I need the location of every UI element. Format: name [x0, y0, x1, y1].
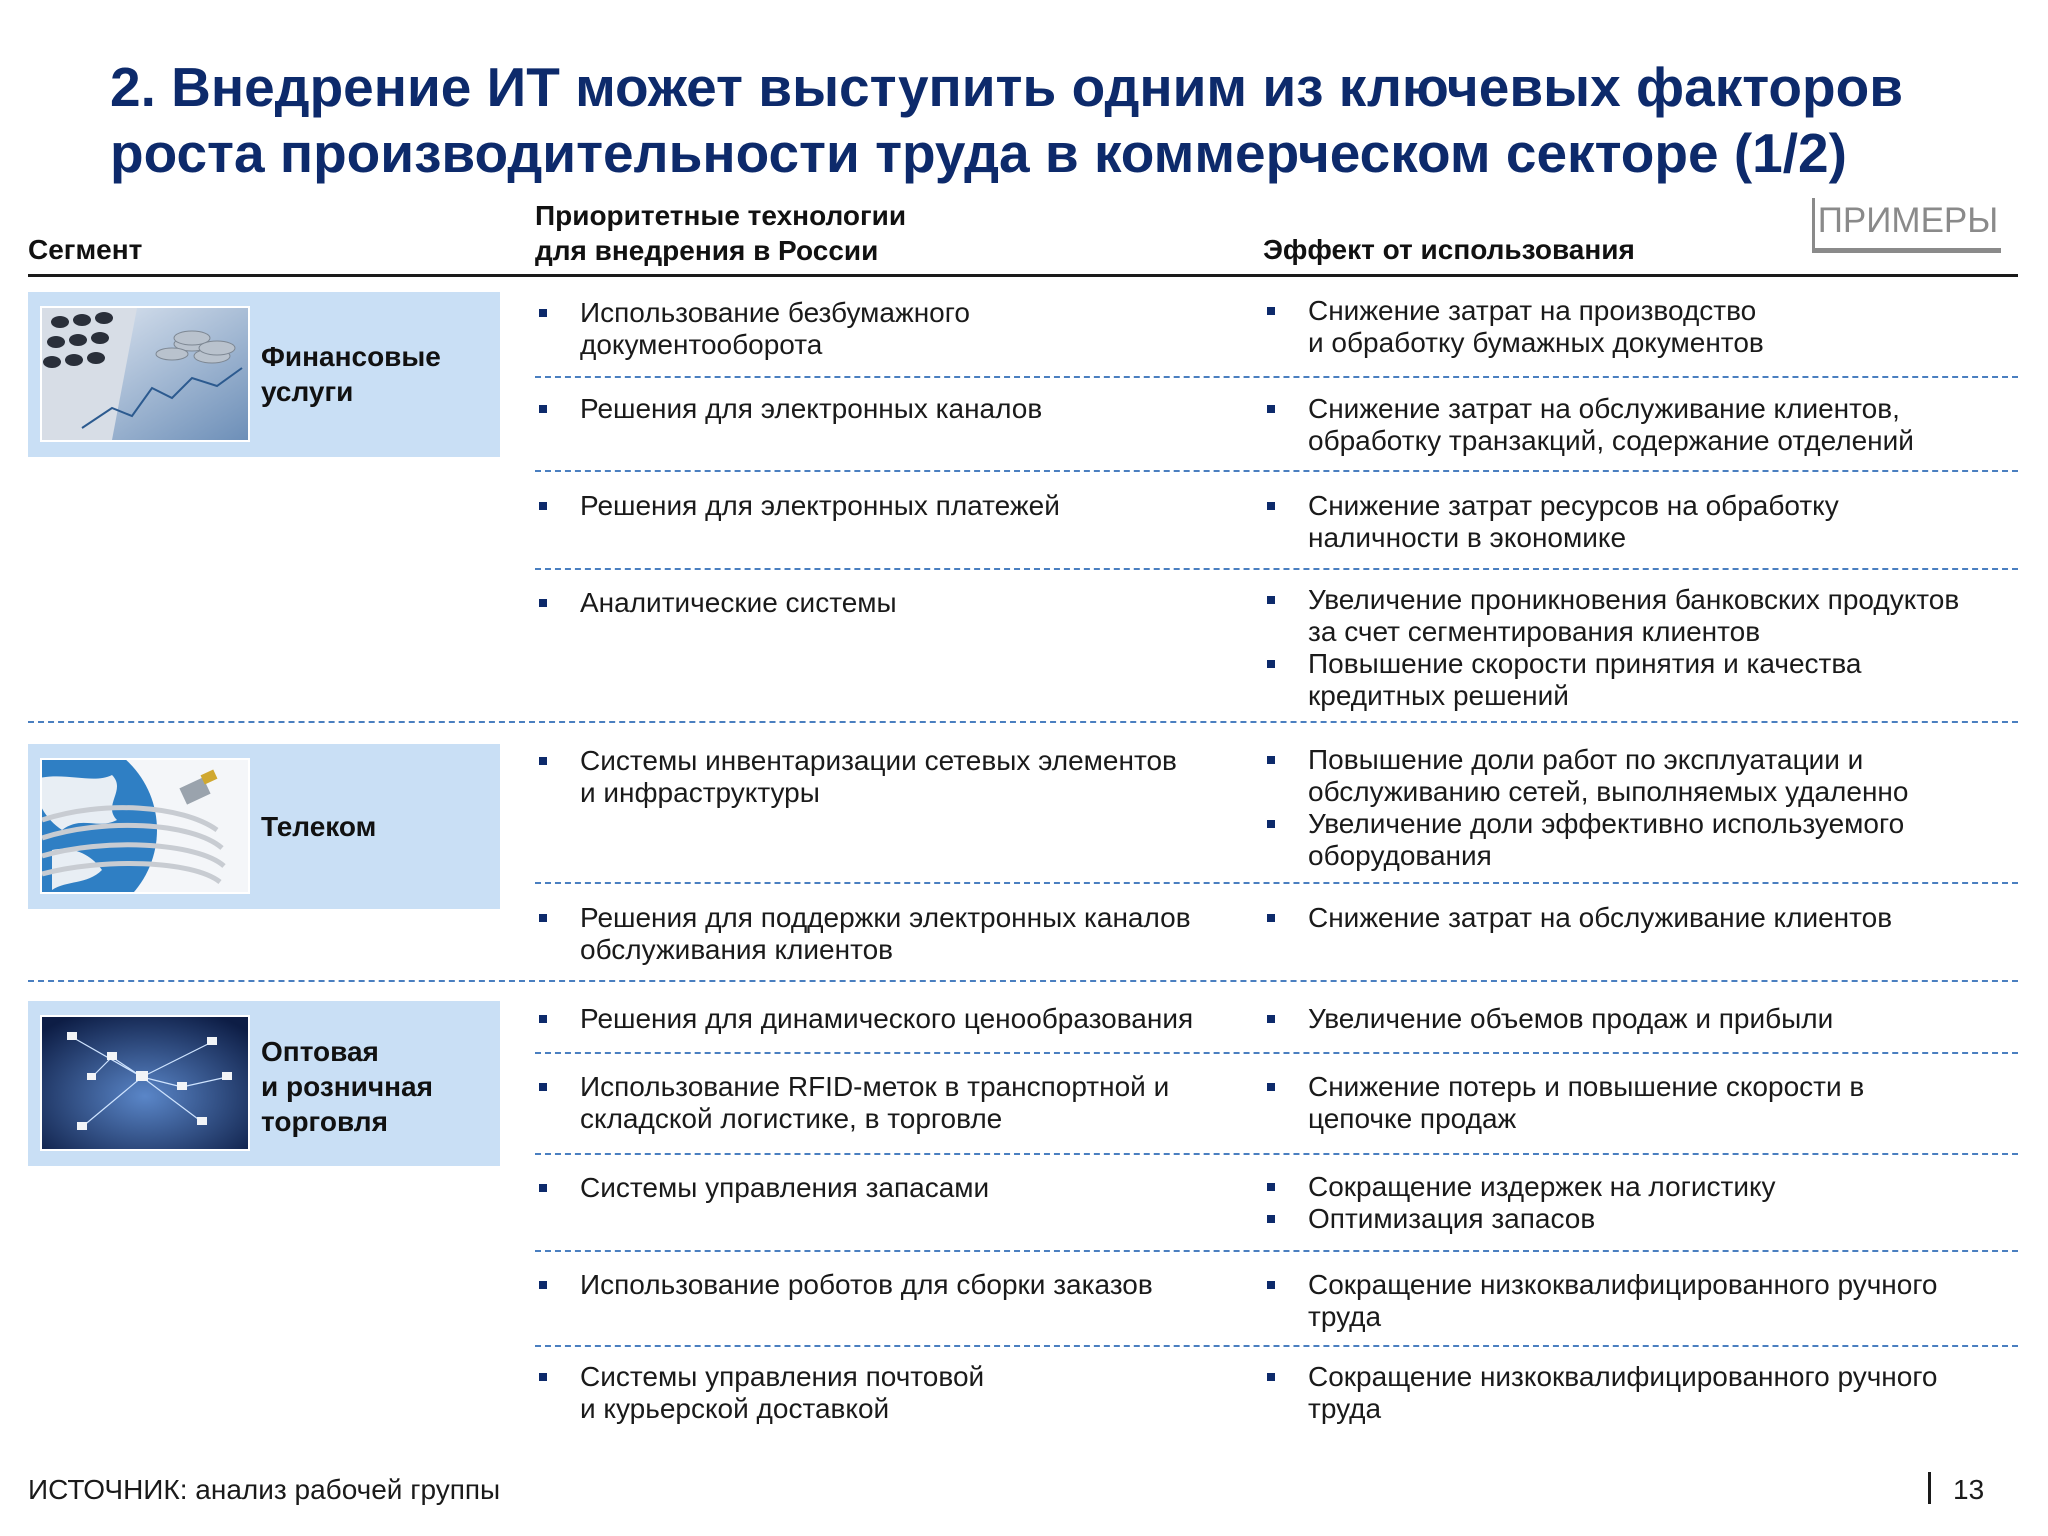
segment-label-line: Оптовая	[261, 1036, 379, 1067]
segment-telecom	[28, 744, 500, 909]
finance-image	[40, 306, 250, 442]
row-divider	[535, 568, 2018, 570]
segment-trade	[28, 1001, 500, 1166]
list-item	[1263, 1361, 2023, 1425]
source-note: ИСТОЧНИК: анализ рабочей группы	[28, 1474, 501, 1505]
row-divider	[535, 1250, 2018, 1252]
text-line: за счет сегментирования клиентов	[1308, 616, 1761, 647]
text-line: Решения для электронных платежей	[580, 490, 1060, 521]
row-divider	[535, 376, 2018, 378]
column-header-effect: Эффект от использования	[1263, 234, 1635, 265]
title-line-1: 2. Внедрение ИТ может выступить одним из ключевых факторов	[110, 56, 1904, 118]
segment-label-trade	[261, 1034, 433, 1139]
column-header-technologies-line-2: для внедрения в России	[535, 235, 879, 266]
globe-cable-illustration	[42, 760, 248, 892]
list-item	[535, 490, 1235, 522]
text-line: Использование безбумажного	[580, 297, 970, 328]
text-line: Оптимизация запасов	[1308, 1203, 1596, 1234]
list-item	[535, 393, 1235, 425]
effect-cell	[1263, 490, 2023, 554]
text-line: складской логистике, в торговле	[580, 1103, 1003, 1134]
network-globe-illustration	[42, 1017, 248, 1149]
tech-cell	[535, 745, 1235, 809]
list-item	[535, 745, 1235, 809]
text-line: обслуживания клиентов	[580, 934, 894, 965]
list-item	[1263, 1171, 2023, 1203]
text-line: и обработку бумажных документов	[1308, 327, 1764, 358]
text-line: Решения для электронных каналов	[580, 393, 1043, 424]
list-item	[1263, 584, 2023, 648]
list-item	[535, 1269, 1235, 1301]
column-header-technologies	[535, 198, 906, 268]
tech-cell	[535, 587, 1235, 619]
text-line: труда	[1308, 1393, 1382, 1424]
list-item	[1263, 490, 2023, 554]
text-line: Решения для динамического ценообразования	[580, 1003, 1194, 1034]
effect-cell	[1263, 295, 2023, 359]
list-item	[535, 297, 1235, 361]
list-item	[1263, 808, 2023, 872]
page-number-divider	[1928, 1472, 1931, 1504]
row-divider	[535, 1153, 2018, 1155]
page-number: 13	[1953, 1474, 1985, 1505]
list-item	[535, 902, 1235, 966]
effect-cell	[1263, 744, 2023, 872]
text-line: обработку транзакций, содержание отделений	[1308, 425, 1914, 456]
effect-cell	[1263, 584, 2023, 712]
text-line: Снижение потерь и повышение скорости в	[1308, 1071, 1865, 1102]
text-line: Увеличение проникновения банковских продуктов	[1308, 584, 1960, 615]
tech-cell	[535, 393, 1235, 425]
text-line: Повышение доли работ по эксплуатации и	[1308, 744, 1864, 775]
text-line: Сокращение низкоквалифицированного ручного	[1308, 1269, 1938, 1300]
tech-cell	[535, 297, 1235, 361]
trade-image	[40, 1015, 250, 1151]
text-line: Сокращение низкоквалифицированного ручного	[1308, 1361, 1938, 1392]
list-item	[1263, 1071, 2023, 1135]
segment-label-line: и розничная	[261, 1071, 433, 1102]
text-line: Увеличение доли эффективно используемого	[1308, 808, 1905, 839]
tech-cell	[535, 1172, 1235, 1204]
effect-cell	[1263, 1361, 2023, 1425]
text-line: цепочке продаж	[1308, 1103, 1517, 1134]
text-line: кредитных решений	[1308, 680, 1569, 711]
header-divider	[28, 274, 2018, 277]
segment-finance	[28, 292, 500, 457]
list-item	[1263, 1203, 2023, 1235]
segment-divider	[28, 721, 2018, 723]
telecom-image	[40, 758, 250, 894]
effect-cell	[1263, 1269, 2023, 1333]
list-item	[1263, 648, 2023, 712]
list-item	[535, 587, 1235, 619]
text-line: Использование роботов для сборки заказов	[580, 1269, 1153, 1300]
list-item	[535, 1361, 1235, 1425]
text-line: Аналитические системы	[580, 587, 897, 618]
text-line: Системы инвентаризации сетевых элементов	[580, 745, 1177, 776]
tech-cell	[535, 1269, 1235, 1301]
row-divider	[535, 470, 2018, 472]
tech-cell	[535, 902, 1235, 966]
list-item	[535, 1003, 1235, 1035]
list-item	[1263, 393, 2023, 457]
text-line: Использование RFID-меток в транспортной и	[580, 1071, 1170, 1102]
list-item	[535, 1172, 1235, 1204]
effect-cell	[1263, 1003, 2023, 1035]
text-line: обслуживанию сетей, выполняемых удаленно	[1308, 776, 1909, 807]
segment-label-line: торговля	[261, 1106, 388, 1137]
text-line: Решения для поддержки электронных каналов	[580, 902, 1191, 933]
text-line: Снижение затрат на обслуживание клиентов,	[1308, 393, 1900, 424]
row-divider	[535, 1345, 2018, 1347]
row-divider	[535, 882, 2018, 884]
text-line: Увеличение объемов продаж и прибыли	[1308, 1003, 1834, 1034]
text-line: труда	[1308, 1301, 1382, 1332]
text-line: и инфраструктуры	[580, 777, 820, 808]
row-divider	[535, 1052, 2018, 1054]
tech-cell	[535, 1361, 1235, 1425]
list-item	[1263, 744, 2023, 808]
segment-label-line: услуги	[261, 376, 354, 407]
list-item	[535, 1071, 1235, 1135]
text-line: Системы управления почтовой	[580, 1361, 985, 1392]
text-line: Повышение скорости принятия и качества	[1308, 648, 1862, 679]
page-title	[110, 54, 1960, 186]
text-line: и курьерской доставкой	[580, 1393, 890, 1424]
tech-cell	[535, 1071, 1235, 1135]
effect-cell	[1263, 1171, 2023, 1235]
list-item	[1263, 1003, 2023, 1035]
segment-label-line: Телеком	[261, 811, 377, 842]
segment-label-finance	[261, 339, 441, 409]
text-line: Снижение затрат на производство	[1308, 295, 1757, 326]
text-line: Системы управления запасами	[580, 1172, 990, 1203]
segment-divider	[28, 980, 2018, 982]
list-item	[1263, 1269, 2023, 1333]
list-item	[1263, 902, 2023, 934]
text-line: Снижение затрат на обслуживание клиентов	[1308, 902, 1893, 933]
examples-tag: ПРИМЕРЫ	[1812, 198, 2001, 253]
text-line: Сокращение издержек на логистику	[1308, 1171, 1776, 1202]
text-line: наличности в экономике	[1308, 522, 1627, 553]
text-line: Снижение затрат ресурсов на обработку	[1308, 490, 1839, 521]
segment-label-telecom	[261, 809, 376, 844]
text-line: оборудования	[1308, 840, 1492, 871]
column-header-segment: Сегмент	[28, 234, 143, 265]
effect-cell	[1263, 1071, 2023, 1135]
effect-cell	[1263, 393, 2023, 457]
calculator-coins-illustration	[42, 308, 248, 440]
tech-cell	[535, 490, 1235, 522]
list-item	[1263, 295, 2023, 359]
tech-cell	[535, 1003, 1235, 1035]
title-line-2: роста производительности труда в коммерческом секторе (1/2)	[110, 122, 1847, 184]
text-line: документооборота	[580, 329, 823, 360]
segment-label-line: Финансовые	[261, 341, 441, 372]
column-header-technologies-line-1: Приоритетные технологии	[535, 200, 907, 231]
effect-cell	[1263, 902, 2023, 934]
